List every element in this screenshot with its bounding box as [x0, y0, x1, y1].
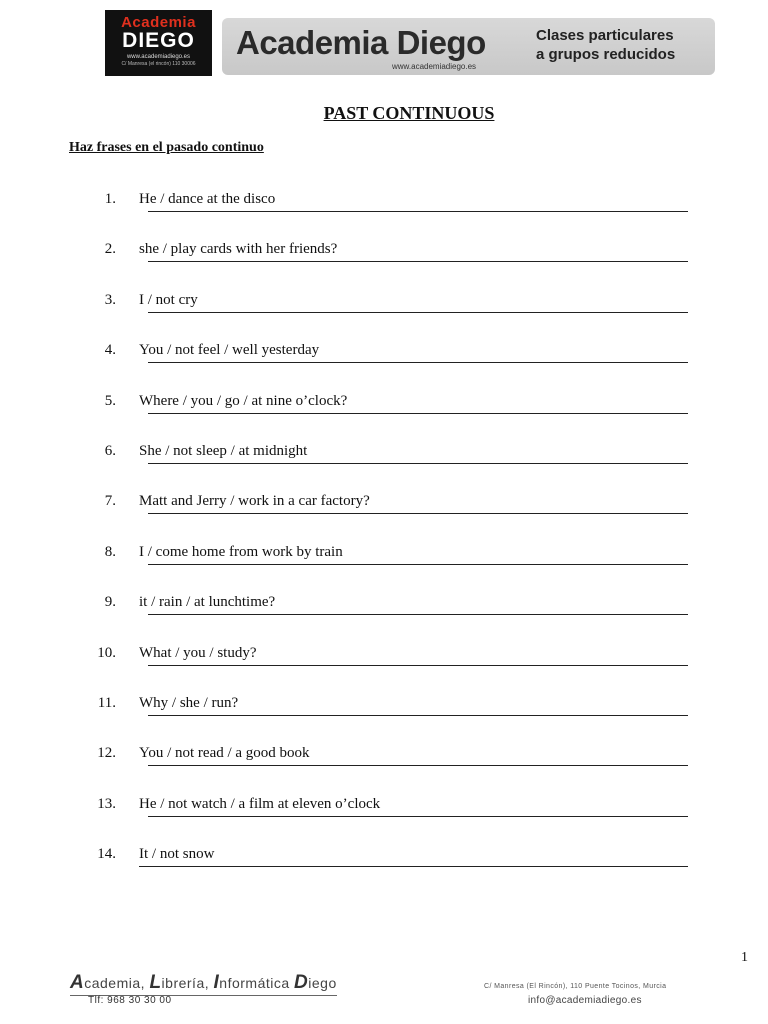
exercise-number: 9.	[104, 594, 116, 611]
answer-line[interactable]	[148, 614, 688, 615]
answer-line[interactable]	[148, 715, 688, 716]
answer-line[interactable]	[148, 513, 688, 514]
answer-line[interactable]	[148, 211, 688, 212]
footer-email[interactable]: info@academiadiego.es	[528, 995, 642, 1006]
logo-address: C/ Manresa (el rincón) 110 30006	[121, 61, 196, 67]
brand-cap-l: L	[149, 972, 162, 993]
exercise-item	[0, 694, 768, 734]
answer-line[interactable]	[148, 765, 688, 766]
exercise-item	[0, 744, 768, 784]
exercise-number: 2.	[104, 241, 116, 258]
exercise-item	[0, 392, 768, 432]
exercise-number: 5.	[104, 392, 116, 409]
answer-line[interactable]	[148, 564, 688, 565]
exercise-item	[0, 644, 768, 684]
exercise-number: 4.	[104, 342, 116, 359]
answer-line[interactable]	[148, 261, 688, 262]
worksheet-instruction: Haz frases en el pasado continuo	[69, 140, 264, 155]
exercise-item	[0, 845, 768, 885]
exercise-prompt: You / not feel / well yesterday	[139, 342, 320, 359]
exercise-item	[0, 240, 768, 280]
exercise-item	[0, 492, 768, 532]
exercise-item	[0, 341, 768, 381]
exercise-prompt: He / dance at the disco	[139, 191, 276, 207]
brand-word-libreria: ibrería,	[161, 975, 214, 991]
exercise-prompt: Matt and Jerry / work in a car factory?	[139, 493, 370, 510]
exercise-item	[0, 291, 768, 331]
exercise-prompt: Why / she / run?	[139, 695, 239, 711]
exercise-prompt: I / come home from work by train	[139, 543, 343, 560]
answer-line[interactable]	[148, 463, 688, 464]
banner-subtitle	[536, 26, 711, 64]
exercise-item	[0, 190, 768, 230]
exercise-prompt: she / play cards with her friends?	[139, 241, 338, 258]
exercise-prompt: Where / you / go / at nine o’clock?	[139, 392, 348, 409]
brand-cap-a: A	[70, 972, 85, 993]
exercise-prompt: She / not sleep / at midnight	[139, 443, 308, 459]
logo-line-academia: Academia	[121, 14, 196, 31]
brand-cap-i: I	[213, 972, 220, 993]
page-number: 1	[741, 950, 748, 965]
exercise-item	[0, 795, 768, 835]
answer-line[interactable]	[148, 816, 688, 817]
brand-word-informatica: nformática	[219, 975, 295, 991]
brand-cap-d: D	[294, 972, 309, 993]
brand-word-diego: iego	[308, 975, 337, 991]
exercise-number: 13.	[97, 795, 116, 812]
brand-word-academia: cademia,	[84, 975, 150, 991]
answer-line[interactable]	[148, 362, 688, 363]
logo-url: www.academiadiego.es	[126, 54, 191, 60]
answer-line[interactable]	[148, 312, 688, 313]
answer-line[interactable]	[148, 413, 688, 414]
exercise-item	[0, 543, 768, 583]
worksheet-title: PAST CONTINUOUS	[323, 103, 495, 123]
exercise-number: 6.	[104, 443, 116, 459]
exercise-number: 3.	[104, 291, 116, 308]
exercise-number: 7.	[104, 493, 116, 510]
exercise-prompt: You / not read / a good book	[139, 745, 310, 762]
answer-line[interactable]	[148, 665, 688, 666]
banner-title: Academia Diego	[236, 24, 486, 61]
answer-line[interactable]	[139, 866, 688, 867]
exercise-prompt: What / you / study?	[139, 644, 257, 661]
header-banner	[222, 18, 715, 75]
banner-subtitle-line1: Clases particulares	[536, 27, 674, 44]
exercise-prompt: It / not snow	[139, 846, 215, 863]
exercise-number: 10.	[97, 644, 116, 661]
exercise-number: 12.	[97, 745, 116, 762]
footer-brand	[70, 972, 337, 996]
banner-subtitle-line2: a grupos reducidos	[536, 46, 676, 63]
academia-diego-logo	[105, 10, 212, 76]
logo-line-diego: DIEGO	[122, 29, 195, 52]
exercise-prompt: it / rain / at lunchtime?	[139, 594, 276, 611]
exercise-number: 1.	[104, 191, 116, 207]
banner-url: www.academiadiego.es	[392, 62, 477, 71]
footer-address: C/ Manresa (El Rincón), 110 Puente Tocinos, Murcia	[484, 983, 667, 990]
exercise-item	[0, 593, 768, 633]
exercise-number: 8.	[104, 543, 116, 560]
exercise-number: 14.	[97, 846, 116, 863]
exercise-prompt: He / not watch / a film at eleven o’clock	[139, 795, 381, 812]
exercise-item	[0, 442, 768, 482]
exercise-prompt: I / not cry	[139, 291, 198, 308]
exercise-number: 11.	[97, 695, 116, 711]
footer-phone: Tlf: 968 30 30 00	[88, 995, 172, 1006]
